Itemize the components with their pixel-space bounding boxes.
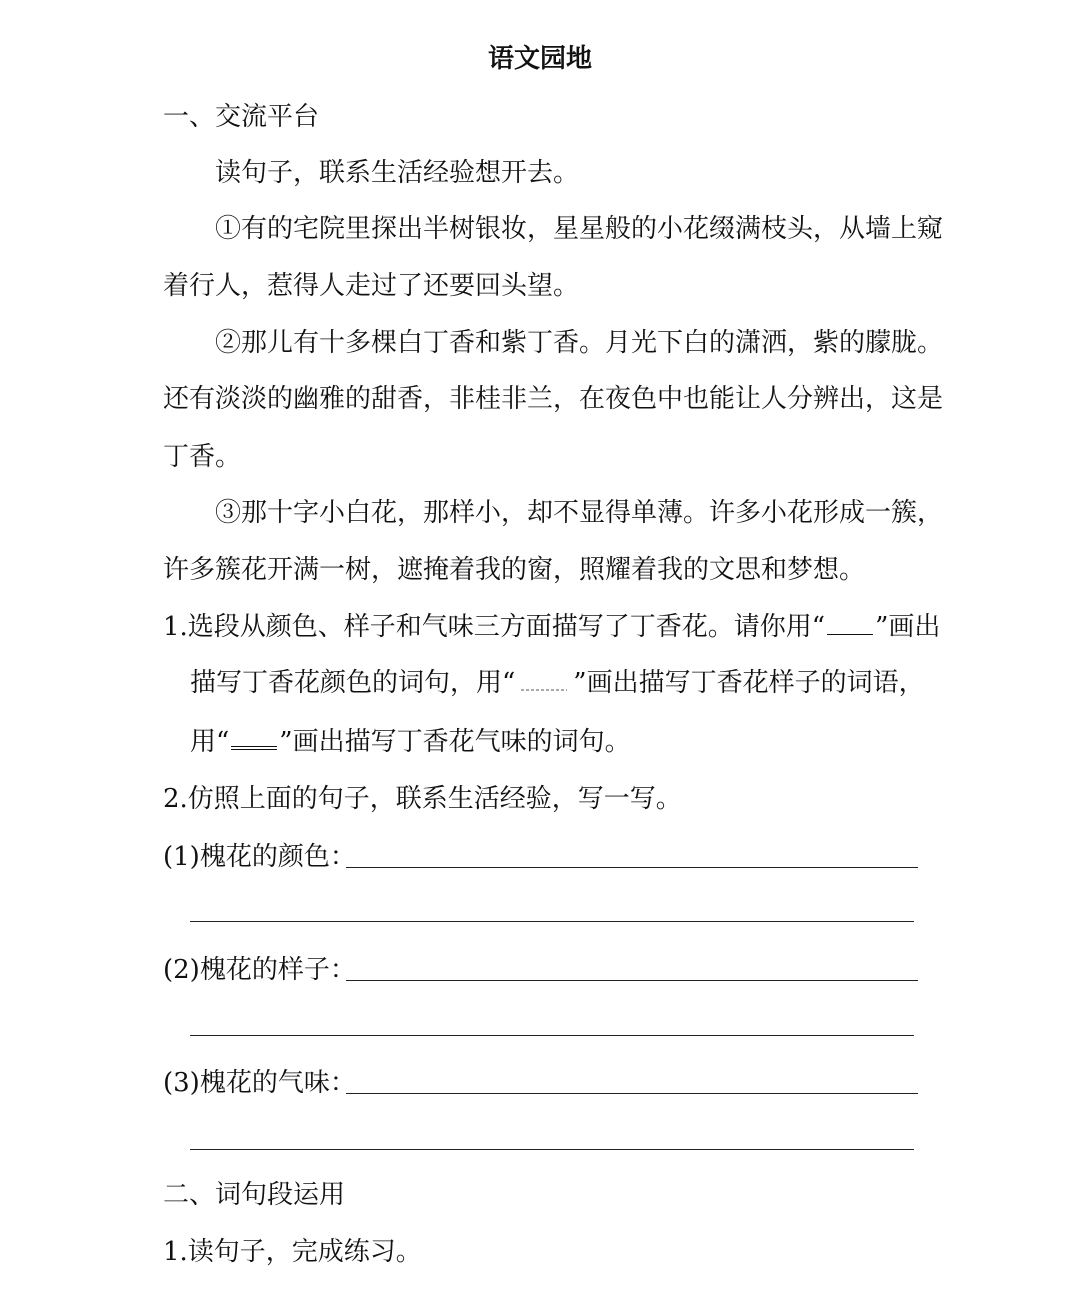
passage-2-line-2: 还有淡淡的幽雅的甜香，非桂非兰，在夜色中也能让人分辨出，这是 bbox=[163, 384, 944, 414]
answer-line-2b[interactable] bbox=[190, 1035, 914, 1036]
item-2-label: (2)槐花的样子： bbox=[163, 955, 356, 985]
item-1-label: (1)槐花的颜色： bbox=[163, 842, 356, 872]
answer-line-3b[interactable] bbox=[190, 1149, 914, 1150]
plain-underline-sample bbox=[827, 612, 873, 635]
item-3-label: (3)槐花的气味： bbox=[163, 1068, 356, 1098]
double-underline-sample bbox=[231, 724, 277, 750]
question-1-text-c: 描写丁香花颜色的词句，用“ bbox=[190, 668, 516, 698]
section-2-question-1: 1.读句子，完成练习。 bbox=[163, 1237, 422, 1267]
page-title: 语文园地 bbox=[487, 44, 592, 74]
section-heading-exchange: 一、交流平台 bbox=[163, 102, 320, 132]
answer-line-1b[interactable] bbox=[190, 921, 914, 922]
question-1-text-d: ”画出描写丁香花样子的词语， bbox=[573, 668, 925, 698]
answer-line-1a[interactable] bbox=[346, 867, 918, 868]
answer-line-2a[interactable] bbox=[346, 980, 918, 981]
question-1-text-f: ”画出描写丁香花气味的词句。 bbox=[279, 727, 631, 757]
passage-3-line-1: ③那十字小白花，那样小，却不显得单薄。许多小花形成一簇， bbox=[215, 498, 944, 528]
answer-line-3a[interactable] bbox=[346, 1093, 918, 1094]
passage-2-line-3: 丁香。 bbox=[163, 442, 242, 472]
question-1-text-e: 用“ bbox=[190, 727, 230, 757]
question-1-text-a: 1.选段从颜色、样子和气味三方面描写了丁香花。请你用“ bbox=[163, 612, 826, 642]
question-1-text-b: ”画出 bbox=[875, 612, 941, 642]
question-2-stem: 2.仿照上面的句子，联系生活经验，写一写。 bbox=[163, 784, 682, 814]
passage-3-line-2: 许多簇花开满一树，遮掩着我的窗，照耀着我的文思和梦想。 bbox=[163, 555, 866, 585]
question-1-line-3 bbox=[190, 724, 631, 758]
passage-2-line-1: ②那儿有十多棵白丁香和紫丁香。月光下白的潇洒，紫的朦胧。 bbox=[215, 328, 944, 358]
question-1-line-2 bbox=[190, 666, 925, 700]
section-heading-word-usage: 二、词句段运用 bbox=[163, 1180, 346, 1210]
question-1-line-1 bbox=[163, 610, 940, 644]
passage-1-line-2: 着行人，惹得人走过了还要回头望。 bbox=[163, 271, 580, 301]
passage-1-line-1: ①有的宅院里探出半树银妆，星星般的小花缀满枝头，从墙上窥 bbox=[215, 214, 944, 244]
intro-instruction: 读句子，联系生活经验想开去。 bbox=[215, 158, 580, 188]
wavy-underline-sample bbox=[521, 669, 567, 691]
